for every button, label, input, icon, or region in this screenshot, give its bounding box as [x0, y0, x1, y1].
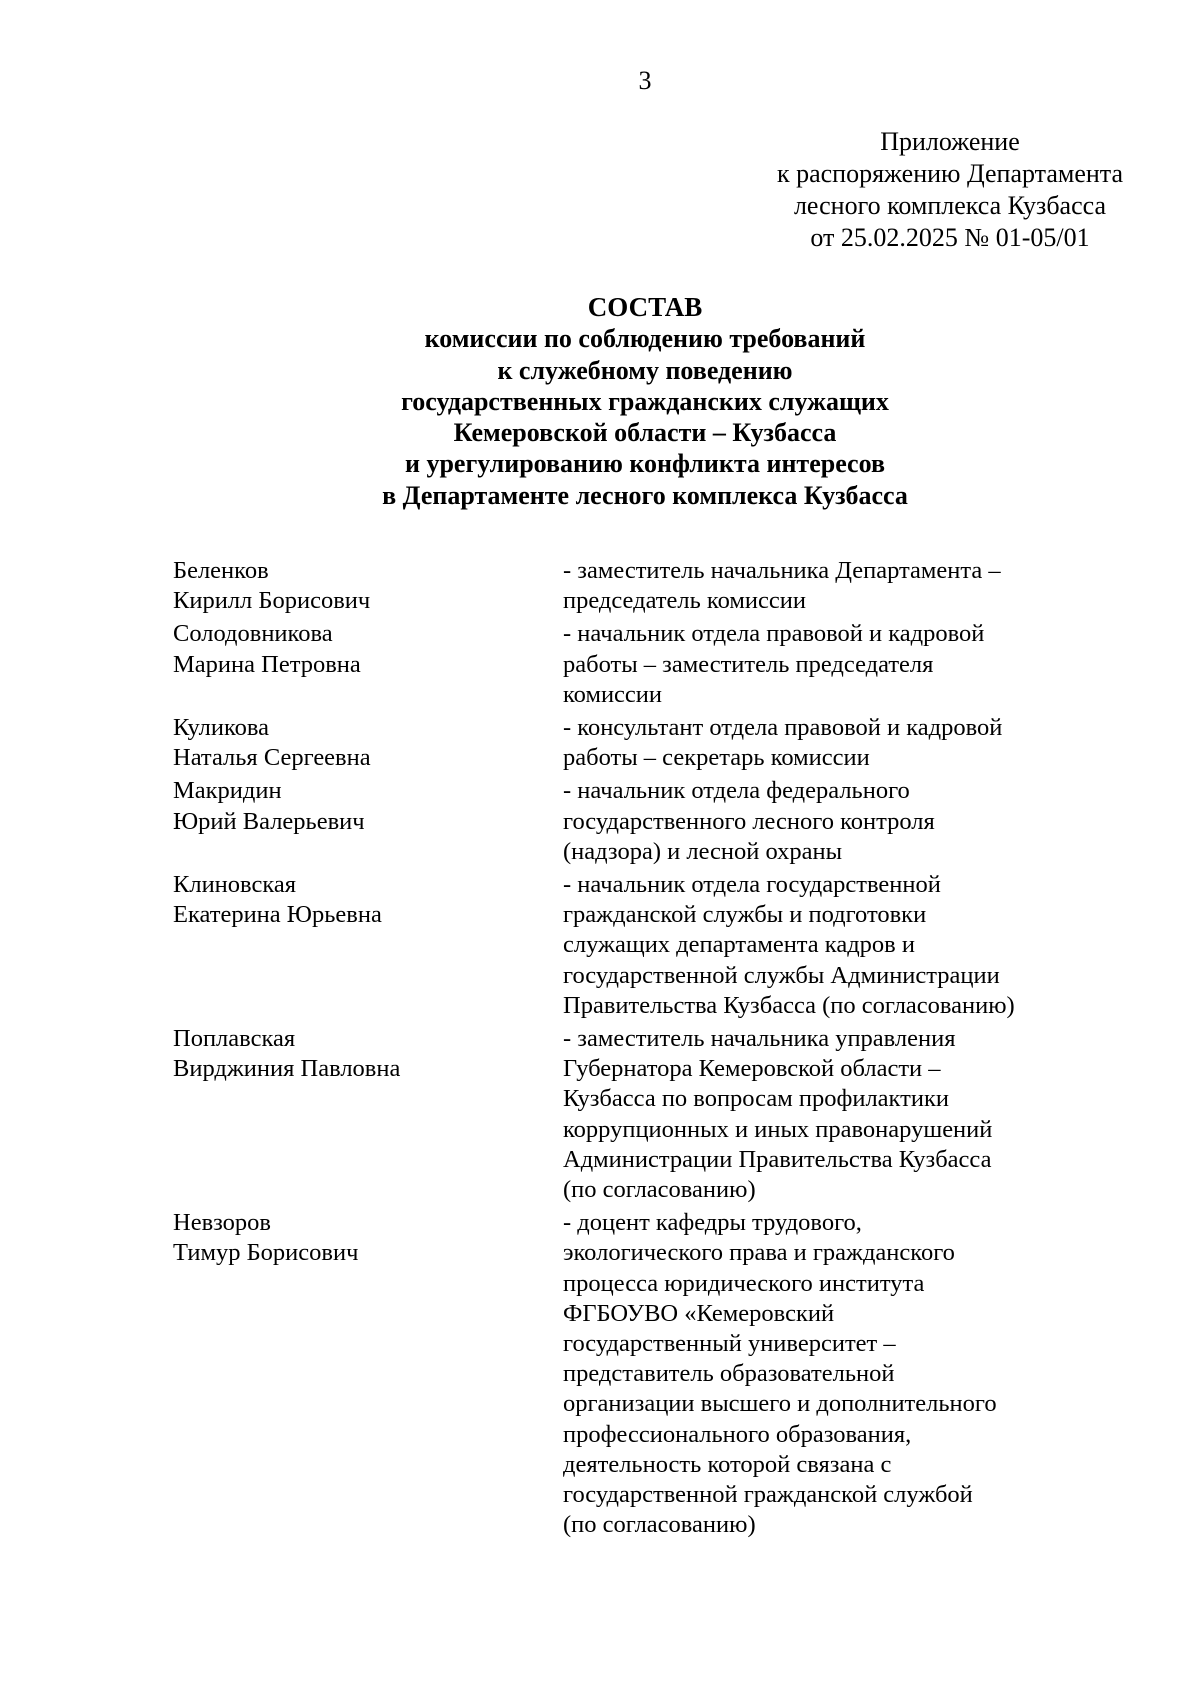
member-row: [173, 870, 1073, 1021]
role-line: работы – секретарь комиссии: [563, 744, 870, 772]
member-role: [563, 870, 1073, 1021]
member-name: [173, 1024, 563, 1205]
role-line: профессионального образования,: [563, 1420, 912, 1448]
member-surname: Поплавская: [173, 1025, 296, 1053]
title-heading: СОСТАВ: [587, 292, 703, 322]
member-row: [173, 776, 1073, 867]
role-line: экологического права и гражданского: [563, 1239, 955, 1267]
appendix-line: лесного комплекса Кузбасса: [793, 191, 1107, 220]
role-line: гражданской службы и подготовки: [563, 901, 927, 929]
role-line: - начальник отдела правовой и кадровой: [563, 620, 985, 648]
title-line: комиссии по соблюдению требований: [424, 324, 866, 354]
role-line: ФГБОУВО «Кемеровский: [563, 1299, 835, 1327]
member-surname: Макридин: [173, 777, 282, 805]
role-line: - заместитель начальника Департамента –: [563, 557, 1001, 584]
role-line: работы – заместитель председателя: [563, 650, 934, 678]
member-row: [173, 556, 1073, 616]
role-line: (по согласованию): [563, 1176, 756, 1204]
member-name: [173, 619, 563, 710]
document-title: [300, 292, 990, 511]
member-role: [563, 1208, 1073, 1540]
role-line: служащих департамента кадров и: [563, 931, 915, 959]
member-surname: Невзоров: [173, 1209, 271, 1237]
page-number: 3: [638, 66, 652, 95]
role-line: организации высшего и дополнительного: [563, 1390, 997, 1418]
role-line: - консультант отдела правовой и кадровой: [563, 714, 1003, 742]
role-line: Администрации Правительства Кузбасса: [563, 1145, 992, 1173]
appendix-line: Приложение: [880, 127, 1020, 156]
member-row: [173, 1024, 1073, 1205]
member-surname: Куликова: [173, 714, 270, 742]
role-line: государственного лесного контроля: [563, 807, 935, 835]
member-given-names: Кирилл Борисович: [173, 587, 371, 615]
member-given-names: Вирджиния Павловна: [173, 1055, 401, 1083]
role-line: коррупционных и иных правонарушений: [563, 1115, 993, 1143]
role-line: - начальник отдела государственной: [563, 871, 941, 899]
role-line: председатель комиссии: [563, 587, 806, 615]
member-name: [173, 556, 563, 616]
member-role: [563, 776, 1073, 867]
member-given-names: Наталья Сергеевна: [173, 744, 371, 772]
appendix-line: от 25.02.2025 № 01-05/01: [810, 223, 1090, 252]
member-name: [173, 776, 563, 867]
role-line: Губернатора Кемеровской области –: [563, 1055, 941, 1083]
member-role: [563, 1024, 1073, 1205]
role-line: процесса юридического института: [563, 1269, 925, 1297]
appendix-header: [700, 126, 1200, 254]
member-row: [173, 713, 1073, 773]
role-line: государственной службы Администрации: [563, 961, 1000, 989]
role-line: комиссии: [563, 680, 663, 708]
member-row: [173, 1208, 1073, 1540]
title-line: Кемеровской области – Кузбасса: [453, 418, 837, 448]
title-line: в Департаменте лесного комплекса Кузбасса: [382, 480, 908, 510]
member-given-names: Екатерина Юрьевна: [173, 901, 382, 929]
member-name: [173, 713, 563, 773]
title-line: государственных гражданских служащих: [401, 386, 889, 416]
role-line: Правительства Кузбасса (по согласованию): [563, 991, 1015, 1019]
member-row: [173, 619, 1073, 710]
role-line: государственный университет –: [563, 1330, 896, 1358]
member-name: [173, 1208, 563, 1540]
role-line: - начальник отдела федерального: [563, 777, 910, 805]
role-line: (надзора) и лесной охраны: [563, 837, 843, 865]
member-name: [173, 870, 563, 1021]
member-surname: Солодовникова: [173, 620, 333, 648]
member-surname: Клиновская: [173, 871, 297, 899]
member-given-names: Тимур Борисович: [173, 1239, 359, 1267]
title-line: к служебному поведению: [497, 355, 793, 385]
member-surname: Беленков: [173, 557, 269, 584]
appendix-line: к распоряжению Департамента: [776, 159, 1124, 188]
members-list: [173, 556, 1073, 1544]
member-role: [563, 713, 1073, 773]
member-given-names: Марина Петровна: [173, 650, 361, 678]
title-line: и урегулированию конфликта интересов: [404, 449, 885, 479]
role-line: представитель образовательной: [563, 1360, 895, 1388]
member-role: [563, 556, 1073, 616]
role-line: государственной гражданской службой: [563, 1481, 973, 1509]
role-line: деятельность которой связана с: [563, 1450, 892, 1478]
member-given-names: Юрий Валерьевич: [173, 807, 365, 835]
member-role: [563, 619, 1073, 710]
role-line: Кузбасса по вопросам профилактики: [563, 1085, 949, 1113]
role-line: (по согласованию): [563, 1511, 756, 1539]
role-line: - заместитель начальника управления: [563, 1025, 956, 1053]
role-line: - доцент кафедры трудового,: [563, 1209, 862, 1237]
